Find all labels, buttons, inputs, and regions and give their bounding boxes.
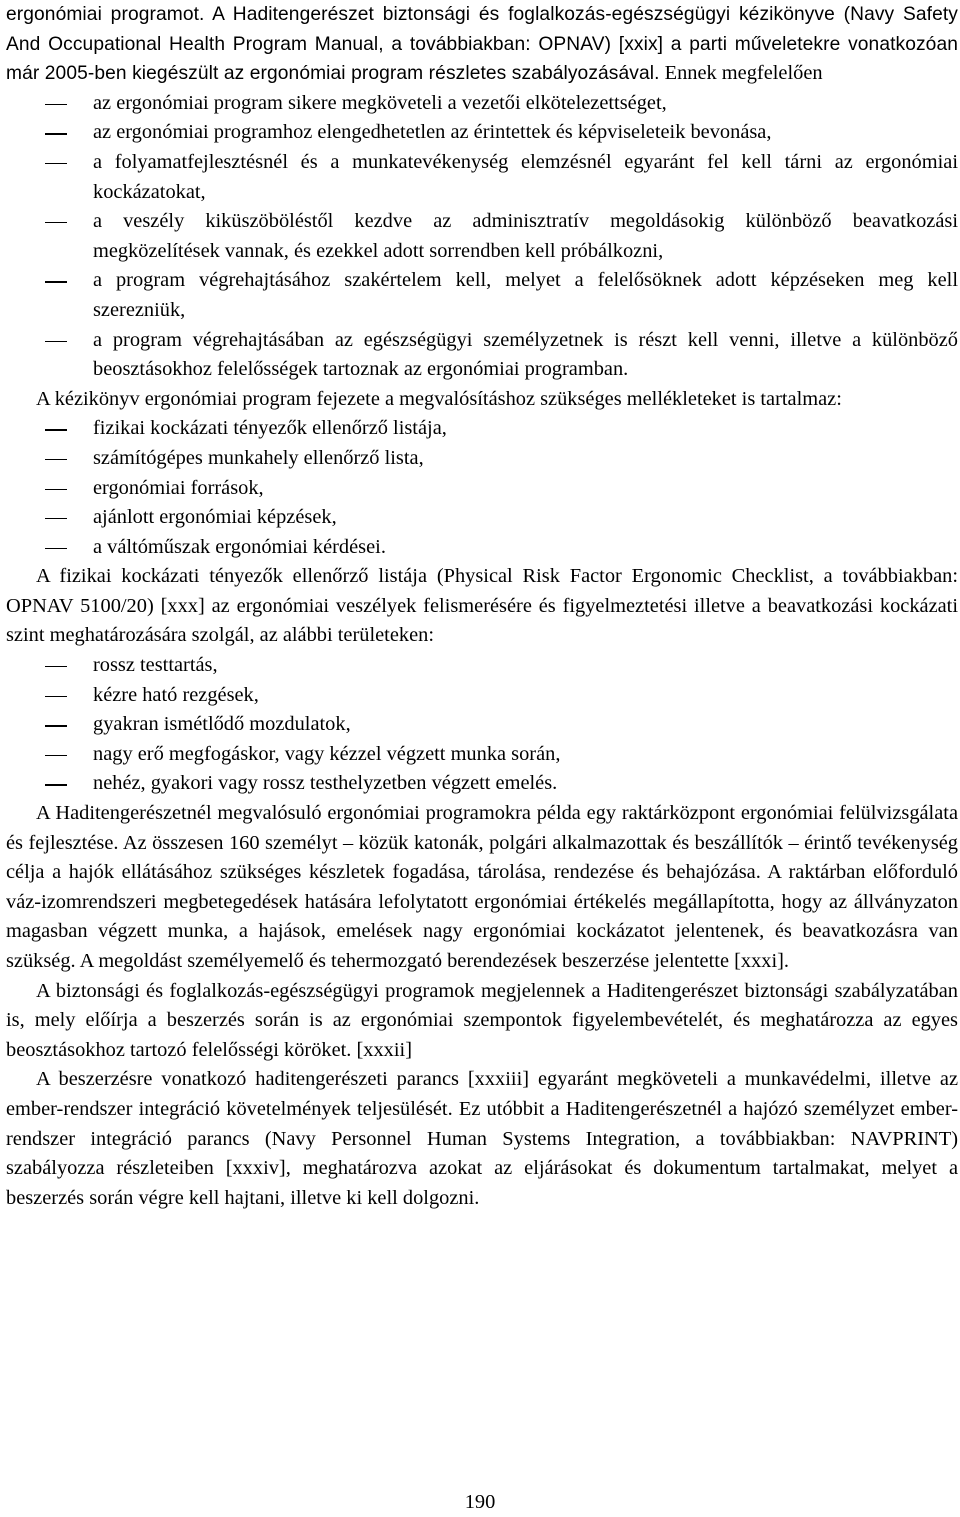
list-item-text: a folyamatfejlesztésnél és a munkatevékenység elemzésnél egyaránt fel kell tárni az ergonómiai kockázatokat, [93, 150, 958, 203]
list-item-text: a váltóműszak ergonómiai kérdései. [93, 535, 386, 558]
list-item [93, 89, 958, 119]
list-item-text: ajánlott ergonómiai képzések, [93, 506, 337, 529]
list-item-text: a veszély kiküszöböléstől kezdve az adminisztratív megoldásokig különböző beavatkozási megközelítések vannak, és ezekkel adott sorrendben kell próbálkozni, [93, 210, 958, 262]
list-item-text: a program végrehajtásában az egészségügyi személyzetnek is részt kell venni, illetve a különböző beosztásokhoz felelősségek tartoznak az ergonómiai programban. [93, 328, 958, 381]
paragraph-safety-regulations: A biztonsági és foglalkozás-egészségügyi programok megjelennek a Haditengerészet biztonsági szabályzatában is, mely előírja a beszerzés során is az ergonómiai szempontok figyelembevételét, és meghatározza az egyes beosztásokhoz tartozó felelősségi köröket. [xxxii] [6, 979, 958, 1061]
list-item-text: az ergonómiai program sikere megköveteli a vezetői elkötelezettséget, [93, 91, 667, 114]
paragraph-intro [6, 0, 958, 89]
list-item-text: gyakran ismétlődő mozdulatok, [93, 713, 351, 736]
list-item-text: az ergonómiai programhoz elengedhetetlen az érintettek és képviseleteik bevonása, [93, 121, 772, 144]
list-item [93, 207, 958, 266]
list-item-text: fizikai kockázati tényezők ellenőrző listája, [93, 417, 447, 440]
list-item [93, 118, 958, 148]
list-item [93, 326, 958, 385]
list-item-text: kézre ható rezgések, [93, 683, 259, 706]
paragraph-warehouse-example: A Haditengerészetnél megvalósuló ergonómiai programokra példa egy raktárközpont ergonómiai felülvizsgálata és fejlesztése. Az összesen 160 személyt – közük katonák, polgári alkalmazottak és beszállítók – érintő tevékenység célja a hajók ellátásához szükséges készletek fogadása, tárolása, rendezése és behajózása. A raktárban előforduló váz-izomrendszeri megbetegedések hatására lefolytatott ergonómiai értékelés megállapította, hogy az állványzaton magasban végzett munka, a hajások, emelések nagy ergonómiai kockázatot jelentenek, és beavatkozásra van szükség. A megoldást személyemelő és tehermozgató berendezések beszerzése jelentette [xxxi]. [6, 802, 958, 972]
ergonomic-principles-list [6, 89, 958, 385]
paragraph-intro-serif-text: Ennek megfelelően [659, 62, 823, 85]
risk-areas-list [6, 651, 958, 799]
paragraph-intro-sans-text: ergonómiai programot. A Haditengerészet biztonsági és foglalkozás-egészségügyi kézikönyve (Navy Safety And Occupational Health Program Manual, a továbbiakban: OPNAV) [xxix] a parti műveletekre vonatkozóan már 2005-ben kiegészült az ergonómiai program részletes szabályozásával. [6, 4, 958, 85]
list-item [93, 769, 958, 799]
paragraph-checklist: A fizikai kockázati tényezők ellenőrző listája (Physical Risk Factor Ergonomic Checklist, a továbbiakban: OPNAV 5100/20) [xxx] az ergonómiai veszélyek felismerésére és figyelmeztetési illetve a beavatkozási kockázati szint meghatározására szolgál, az alábbi területeken: [6, 565, 958, 647]
page-number: 190 [464, 1491, 496, 1513]
paragraph-appendices: A kézikönyv ergonómiai program fejezete a megvalósításhoz szükséges mellékleteket is tartalmaz: [36, 387, 842, 410]
list-item-text: nehéz, gyakori vagy rossz testhelyzetben végzett emelés. [93, 772, 558, 795]
list-item [93, 710, 958, 740]
document-page [6, 0, 958, 1213]
list-item [93, 740, 958, 770]
list-item-text: ergonómiai források, [93, 476, 264, 499]
list-item [93, 414, 958, 444]
list-item [93, 533, 958, 563]
list-item-text: számítógépes munkahely ellenőrző lista, [93, 446, 424, 469]
list-item-text: nagy erő megfogáskor, vagy kézzel végzett munka során, [93, 742, 561, 765]
list-item-text: rossz testtartás, [93, 654, 218, 677]
list-item [93, 444, 958, 474]
paragraph-procurement: A beszerzésre vonatkozó haditengerészeti parancs [xxxiii] egyaránt megköveteli a munkavédelmi, illetve az ember-rendszer integráció követelmények teljesülését. Ez utóbbit a Haditengerészetnél a hajózó személyzet ember-rendszer integráció parancs (Navy Personnel Human Systems Integration, a továbbiakban: NAVPRINT) szabályozza részleteiben [xxxiv], meghatározva azokat az eljárásokat és dokumentum tartalmakat, melyet a beszerzés során végre kell hajtani, illetve ki kell dolgozni. [6, 1068, 958, 1209]
appendices-list [6, 414, 958, 562]
list-item [93, 148, 958, 207]
list-item [93, 266, 958, 325]
list-item [93, 681, 958, 711]
list-item [93, 651, 958, 681]
list-item [93, 503, 958, 533]
list-item-text: a program végrehajtásához szakértelem kell, melyet a felelősöknek adott képzéseken meg kell szerezniük, [93, 269, 958, 321]
list-item [93, 474, 958, 504]
